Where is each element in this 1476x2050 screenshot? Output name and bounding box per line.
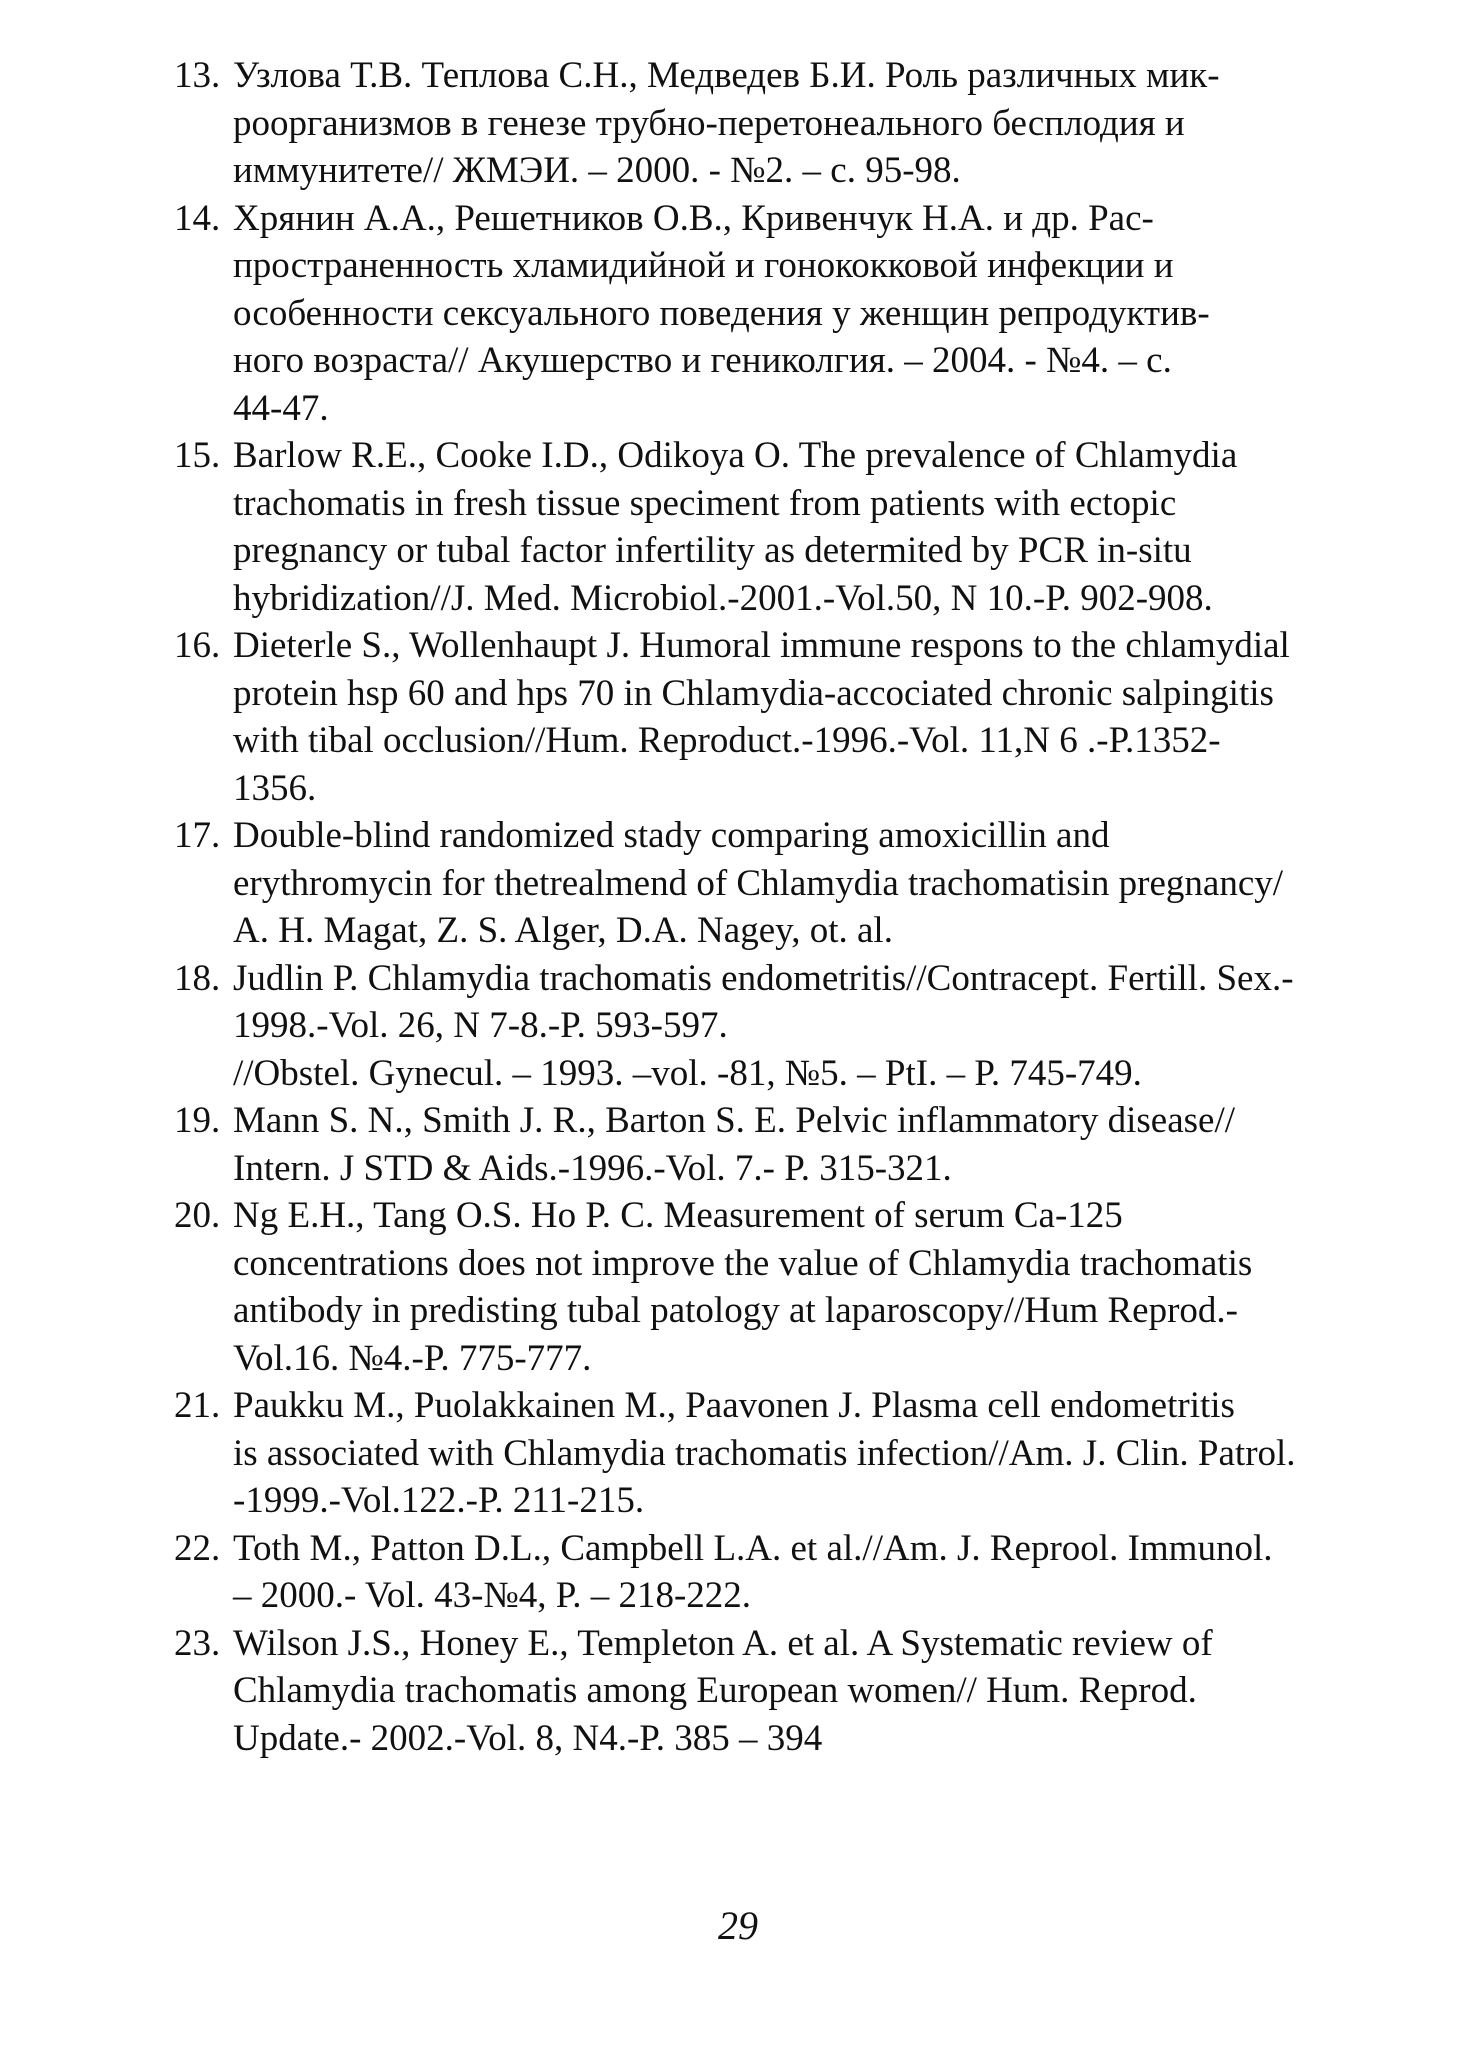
reference-13 (176, 52, 1336, 195)
reference-line: Double-blind randomized stady comparing amoxicillin and (233, 815, 1110, 856)
reference-14 (176, 195, 1336, 433)
reference-line: ного возраста// Акушерство и гениколгия. – 2004. - №4. – с. (233, 340, 1172, 381)
reference-number: 16. (174, 625, 221, 666)
reference-number: 23. (174, 1622, 221, 1664)
reference-line: Узлова Т.В. Теплова С.Н., Медведев Б.И. Роль различных мик- (233, 55, 1220, 96)
reference-line: 1356. (233, 767, 317, 809)
reference-line: Chlamydia trachomatis among European women// Hum. Reprod. (233, 1670, 1197, 1711)
reference-line: protein hsp 60 and hps 70 in Chlamydia-accociated chronic salpingitis (233, 672, 1274, 714)
reference-line: 1998.-Vol. 26, N 7-8.-P. 593-597. (233, 1005, 728, 1046)
reference-line: A. H. Magat, Z. S. Alger, D.A. Nagey, ot. al. (233, 910, 893, 951)
reference-line: Vol.16. №4.-P. 775-777. (233, 1337, 592, 1379)
reference-line: 44-47. (233, 387, 329, 429)
reference-line: Intern. J STD & Aids.-1996.-Vol. 7.- P. 315-321. (233, 1147, 952, 1189)
reference-line: роорганизмов в генезе трубно-перетонеального бесплодия и (233, 102, 1185, 144)
reference-line: Toth M., Patton D.L., Campbell L.A. et al.//Am. J. Reprool. Immunol. (233, 1527, 1273, 1569)
reference-text (233, 1097, 1336, 1192)
reference-text (233, 1620, 1336, 1763)
reference-number: 17. (174, 815, 221, 856)
reference-line: Wilson J.S., Honey E., Templeton A. et al. A Systematic review of (233, 1622, 1213, 1664)
reference-text (233, 1382, 1336, 1525)
reference-20 (176, 1192, 1336, 1382)
reference-number: 19. (174, 1100, 221, 1141)
reference-line: concentrations does not improve the value of Chlamydia trachomatis (233, 1242, 1253, 1284)
reference-line: erythromycin for thetrealmend of Chlamydia trachomatisin pregnancy/ (233, 862, 1284, 904)
reference-text (233, 1525, 1336, 1620)
reference-15 (176, 432, 1336, 622)
reference-text (233, 955, 1336, 1098)
reference-number: 20. (174, 1195, 221, 1236)
reference-22 (176, 1525, 1336, 1620)
reference-line: with tibal occlusion//Hum. Reproduct.-1996.-Vol. 11,N 6 .-P.1352- (233, 720, 1221, 761)
reference-18 (176, 955, 1336, 1098)
reference-line: pregnancy or tubal factor infertility as determited by PCR in-situ (233, 530, 1192, 571)
reference-line: Judlin P. Chlamydia trachomatis endometritis//Contracept. Fertill. Sex.- (233, 957, 1294, 999)
reference-line: Update.- 2002.-Vol. 8, N4.-P. 385 – 394 (233, 1717, 823, 1759)
reference-line: Ng E.H., Tang O.S. Ho P. C. Measurement of serum Ca-125 (233, 1195, 1123, 1236)
reference-line: Dieterle S., Wollenhaupt J. Humoral immune respons to the chlamydial (233, 625, 1290, 666)
reference-line: Хрянин А.А., Решетников О.В., Кривенчук Н.А. и др. Рас- (233, 197, 1154, 239)
reference-line: hybridization//J. Med. Microbiol.-2001.-Vol.50, N 10.-P. 902-908. (233, 577, 1213, 619)
reference-line: Paukku M., Puolakkainen M., Paavonen J. Plasma cell endometritis (233, 1385, 1235, 1426)
reference-line: особенности сексуального поведения у женщин репродуктив- (233, 292, 1210, 334)
reference-number: 22. (174, 1527, 221, 1569)
reference-line: Mann S. N., Smith J. R., Barton S. E. Pelvic inflammatory disease// (233, 1100, 1236, 1141)
reference-line: Barlow R.E., Cooke I.D., Odikoya O. The prevalence of Chlamydia (233, 435, 1238, 476)
reference-line: is associated with Chlamydia trachomatis infection//Am. J. Clin. Patrol. (233, 1432, 1296, 1474)
reference-number: 13. (174, 55, 221, 96)
reference-17 (176, 812, 1336, 955)
reference-number: 14. (174, 197, 221, 239)
reference-number: 18. (174, 957, 221, 999)
reference-line: -1999.-Vol.122.-P. 211-215. (233, 1480, 645, 1521)
reference-text (233, 622, 1336, 812)
reference-23 (176, 1620, 1336, 1763)
reference-number: 15. (174, 435, 221, 476)
reference-text (233, 432, 1336, 622)
reference-list (176, 52, 1336, 1762)
page-number: 29 (718, 1903, 758, 1948)
reference-21 (176, 1382, 1336, 1525)
reference-line: antibody in predisting tubal patology at laparoscopy//Hum Reprod.- (233, 1290, 1238, 1331)
reference-text (233, 52, 1336, 195)
reference-19 (176, 1097, 1336, 1192)
reference-line: //Obstel. Gynecul. – 1993. –vol. -81, №5. – PtI. – P. 745-749. (233, 1052, 1142, 1094)
reference-text (233, 1192, 1336, 1382)
reference-line: – 2000.- Vol. 43-№4, P. – 218-222. (233, 1575, 752, 1616)
reference-line: trachomatis in fresh tissue speciment from patients with ectopic (233, 482, 1177, 524)
reference-text (233, 195, 1336, 433)
reference-line: иммунитете// ЖМЭИ. – 2000. - №2. – с. 95-98. (233, 150, 961, 191)
reference-line: пространенность хламидийной и гонококковой инфекции и (233, 245, 1174, 286)
reference-16 (176, 622, 1336, 812)
reference-text (233, 812, 1336, 955)
reference-number: 21. (174, 1385, 221, 1426)
